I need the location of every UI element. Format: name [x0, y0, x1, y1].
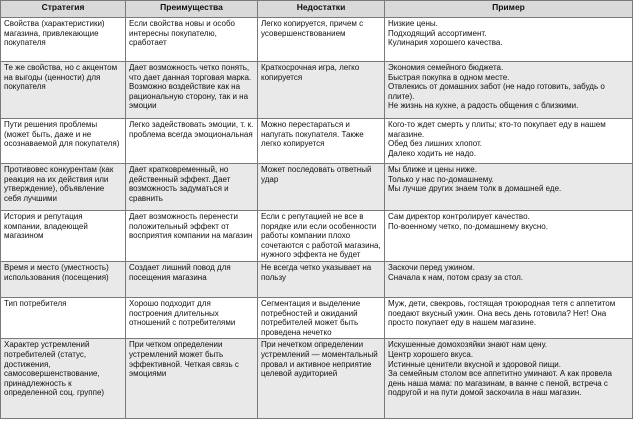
- example-line: По-военному четко, по-домашнему вкусно.: [388, 221, 548, 231]
- cell-disadvantages: Сегментация и выделение потребностей и ожиданий потребителей может быть проведена нечетко: [258, 297, 385, 338]
- cell-advantages: Если свойства новы и особо интересны покупателю, сработает: [126, 18, 258, 62]
- cell-advantages: Дает возможность перенести положительный эффект от восприятия компании на магазин: [126, 211, 258, 262]
- example-line: Только у нас по-домашнему.: [388, 174, 494, 184]
- table-header-row: [1, 1, 633, 18]
- example-line: Мы ближе и цены ниже.: [388, 165, 477, 174]
- cell-example: [385, 211, 633, 262]
- cell-example: [385, 119, 633, 164]
- example-line: Далеко ходить не надо.: [388, 148, 476, 158]
- example-line: Не жизнь на кухне, а радость общения с близкими.: [388, 101, 579, 111]
- cell-strategy: Противовес конкурентам (как реакция на их действия или утверждение), объявление себя лучшими: [1, 164, 126, 211]
- cell-strategy: История и репутация компании, владеющей магазином: [1, 211, 126, 262]
- example-line: Подходящий ассортимент.: [388, 28, 487, 38]
- cell-strategy: Тип потребителя: [1, 297, 126, 338]
- example-line: Низкие цены.: [388, 19, 438, 28]
- example-line: Кулинария хорошего качества.: [388, 38, 503, 48]
- example-line: Центр хорошего вкуса.: [388, 349, 474, 359]
- example-line: Мы лучше других знаем толк в домашней еде.: [388, 184, 562, 194]
- example-line: Истинные ценители вкусной и здоровой пищи.: [388, 359, 561, 369]
- cell-advantages: Хорошо подходит для построения длительных отношений с потребителями: [126, 297, 258, 338]
- cell-strategy: Пути решения проблемы (может быть, даже и не осознаваемой для покупателя): [1, 119, 126, 164]
- example-line: Отвлекись от домашних забот (не надо готовить, забудь о плите).: [388, 82, 605, 101]
- cell-advantages: При четком определении устремлений может быть эффективной. Четкая связь с эмоциями: [126, 339, 258, 419]
- header-advantages: Преимущества: [126, 1, 258, 18]
- cell-disadvantages: Легко копируется, причем с усовершенствованием: [258, 18, 385, 62]
- table-row: [1, 164, 633, 211]
- example-line: Искушенные домохозяйки знают нам цену.: [388, 340, 547, 350]
- table-row: [1, 211, 633, 262]
- cell-advantages: Дает возможность четко понять, что дает данная торговая марка. Возможно воздействие как на рациональную сторону, так и на эмоции: [126, 62, 258, 119]
- cell-strategy: Свойства (характеристики) магазина, привлекающие покупателя: [1, 18, 126, 62]
- table-row: [1, 119, 633, 164]
- cell-example: [385, 339, 633, 419]
- header-strategy: Стратегия: [1, 1, 126, 18]
- example-line: Сначала к нам, потом сразу за стол.: [388, 272, 523, 282]
- cell-disadvantages: Краткосрочная игра, легко копируется: [258, 62, 385, 119]
- cell-strategy: Те же свойства, но с акцентом на выгоды (ценности) для покупателя: [1, 62, 126, 119]
- example-line: Экономия семейного бюджета.: [388, 63, 504, 72]
- cell-example: [385, 62, 633, 119]
- cell-disadvantages: Не всегда четко указывает на пользу: [258, 261, 385, 297]
- table-row: [1, 297, 633, 338]
- cell-strategy: Время и место (уместность) использования (посещения): [1, 261, 126, 297]
- cell-advantages: Создает лишний повод для посещения магазина: [126, 261, 258, 297]
- example-line: Быстрая покупка в одном месте.: [388, 72, 510, 82]
- table-row: [1, 62, 633, 119]
- header-example: Пример: [385, 1, 633, 18]
- cell-example: [385, 164, 633, 211]
- table-row: [1, 339, 633, 419]
- table-row: [1, 18, 633, 62]
- cell-example: [385, 261, 633, 297]
- cell-advantages: Легко задействовать эмоции, т. к. проблема всегда эмоциональная: [126, 119, 258, 164]
- example-line: За семейным столом все аппетитно уминают. А как провела день наша мама: по магазинам, в ванне с пеной, встреча с подругой и на пути домой заскочила в наш магазин.: [388, 369, 612, 398]
- example-line: Кого-то ждет смерть у плиты; кто-то покупает еду в нашем магазине.: [388, 120, 606, 139]
- table-row: [1, 261, 633, 297]
- cell-disadvantages: Если с репутацией не все в порядке или если особенности работы компании плохо сочетаются с работой магазина, нужного эффекта не будет: [258, 211, 385, 262]
- cell-strategy: Характер устремлений потребителей (статус, достижения, самосовершенствование, принадлежность к определенной соц. группе): [1, 339, 126, 419]
- example-line: Заскочи перед ужином.: [388, 262, 475, 272]
- example-line: Обед без лишних хлопот.: [388, 139, 483, 149]
- cell-disadvantages: При нечетком определении устремлений — моментальный провал и активное неприятие целевой аудиторией: [258, 339, 385, 419]
- cell-advantages: Дает кратковременный, но действенный эффект. Дает возможность задуматься и сравнить: [126, 164, 258, 211]
- cell-example: [385, 18, 633, 62]
- header-disadvantages: Недостатки: [258, 1, 385, 18]
- cell-disadvantages: Может последовать ответный удар: [258, 164, 385, 211]
- example-line: Сам директор контролирует качество.: [388, 212, 530, 221]
- cell-disadvantages: Можно перестараться и напугать покупателя. Также легко копируется: [258, 119, 385, 164]
- cell-example: [385, 297, 633, 338]
- example-line: Муж, дети, свекровь, гостящая троюродная тетя с аппетитом поедают вкусный ужин. Она весь день готовила? Нет! Она просто покупает еду в нашем магазине.: [388, 298, 616, 328]
